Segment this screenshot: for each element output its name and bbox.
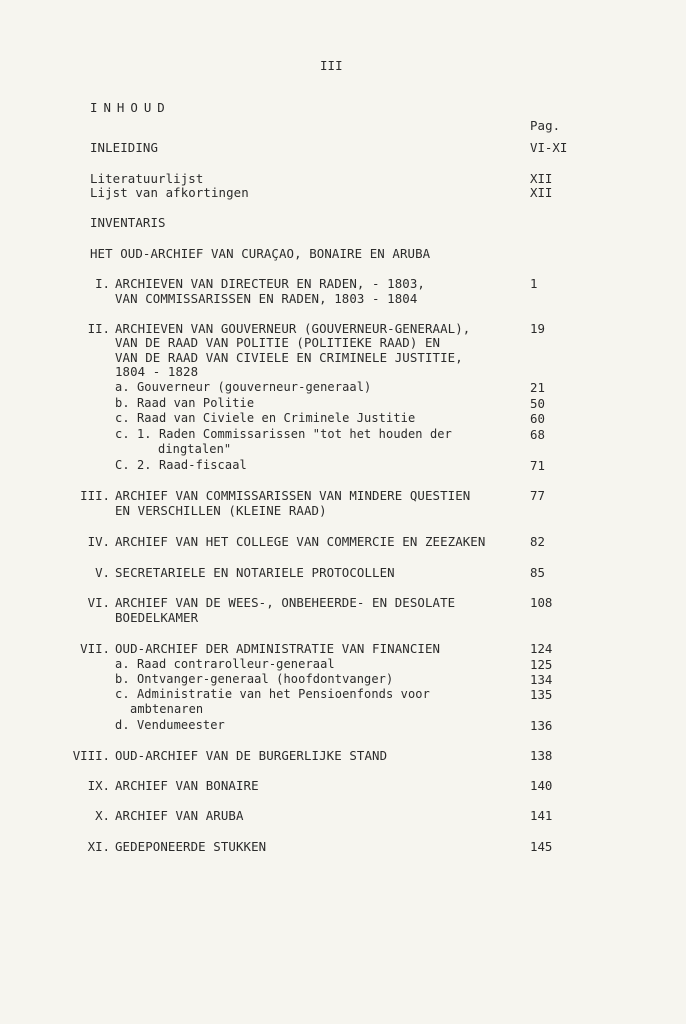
section-number: IX. <box>87 778 110 793</box>
subsection-label: c. 1. Raden Commissarissen "tot het houden der <box>115 427 452 441</box>
section-page: 124 <box>530 641 553 656</box>
section-page: 141 <box>530 808 553 823</box>
section-page: 82 <box>530 534 545 549</box>
subsection-label: c. Raad van Civiele en Criminele Justitie <box>115 411 416 425</box>
literatuur-label: Literatuurlijst <box>90 171 204 186</box>
section-number: VIII. <box>72 748 110 763</box>
section-line: ARCHIEF VAN DE WEES-, ONBEHEERDE- EN DESOLATE <box>115 595 456 610</box>
section-line: VAN DE RAAD VAN POLITIE (POLITIEKE RAAD) EN <box>115 335 441 350</box>
inleiding-label: INLEIDING <box>90 140 159 155</box>
subsection-page: 135 <box>530 687 553 702</box>
section-number: X. <box>95 808 110 823</box>
section-line: ARCHIEVEN VAN DIRECTEUR EN RADEN, - 1803, <box>115 276 425 291</box>
section-line: SECRETARIELE EN NOTARIELE PROTOCOLLEN <box>115 565 395 580</box>
section-number: I. <box>95 276 110 291</box>
section-number: VI. <box>87 595 110 610</box>
section-number: IV. <box>87 534 110 549</box>
section-page: 19 <box>530 321 545 336</box>
subsection-page: 134 <box>530 672 553 687</box>
afkortingen-page: XII <box>530 185 553 200</box>
section-line: VAN DE RAAD VAN CIVIELE EN CRIMINELE JUSTITIE, <box>115 350 463 365</box>
section-line: EN VERSCHILLEN (KLEINE RAAD) <box>115 503 327 518</box>
section-page: 145 <box>530 839 553 854</box>
subsection-label: a. Gouverneur (gouverneur-generaal) <box>115 380 372 394</box>
page-number: III <box>320 58 343 73</box>
section-line: BOEDELKAMER <box>115 610 199 625</box>
section-number: III. <box>80 488 110 503</box>
section-number: VII. <box>80 641 110 656</box>
subsection-page: 60 <box>530 411 545 426</box>
oud-archief-heading: HET OUD-ARCHIEF VAN CURAÇAO, BONAIRE EN ARUBA <box>90 246 431 261</box>
section-page: 140 <box>530 778 553 793</box>
subsection-continuation: ambtenaren <box>130 702 204 716</box>
section-line: ARCHIEF VAN HET COLLEGE VAN COMMERCIE EN ZEEZAKEN <box>115 534 486 549</box>
section-line: 1804 - 1828 <box>115 364 199 379</box>
section-line: ARCHIEF VAN COMMISSARISSEN VAN MINDERE QUESTIEN <box>115 488 471 503</box>
subsection-label: a. Raad contrarolleur-generaal <box>115 657 335 671</box>
subsection-label: b. Raad van Politie <box>115 396 255 410</box>
subsection-label: d. Vendumeester <box>115 718 225 732</box>
literatuur-page: XII <box>530 171 553 186</box>
section-page: 108 <box>530 595 553 610</box>
section-number: XI. <box>87 839 110 854</box>
section-line: ARCHIEF VAN BONAIRE <box>115 778 259 793</box>
toc-heading: INHOUD <box>90 100 171 115</box>
section-page: 77 <box>530 488 545 503</box>
page-column-label: Pag. <box>530 118 561 133</box>
subsection-label: b. Ontvanger-generaal (hoofdontvanger) <box>115 672 394 686</box>
subsection-label: C. 2. Raad-fiscaal <box>115 458 247 472</box>
section-line: VAN COMMISSARISSEN EN RADEN, 1803 - 1804 <box>115 291 418 306</box>
section-page: 1 <box>530 276 538 291</box>
section-page: 85 <box>530 565 545 580</box>
section-line: OUD-ARCHIEF DER ADMINISTRATIE VAN FINANCIEN <box>115 641 441 656</box>
inventaris-heading: INVENTARIS <box>90 215 166 230</box>
subsection-continuation: dingtalen" <box>158 442 232 456</box>
subsection-page: 71 <box>530 458 545 473</box>
section-line: ARCHIEVEN VAN GOUVERNEUR (GOUVERNEUR-GENERAAL), <box>115 321 471 336</box>
afkortingen-label: Lijst van afkortingen <box>90 185 249 200</box>
section-line: ARCHIEF VAN ARUBA <box>115 808 244 823</box>
section-line: OUD-ARCHIEF VAN DE BURGERLIJKE STAND <box>115 748 388 763</box>
inleiding-page: VI-XI <box>530 140 568 155</box>
section-number: V. <box>95 565 110 580</box>
subsection-page: 68 <box>530 427 545 442</box>
subsection-page: 136 <box>530 718 553 733</box>
subsection-label: c. Administratie van het Pensioenfonds voor <box>115 687 430 701</box>
subsection-page: 50 <box>530 396 545 411</box>
subsection-page: 21 <box>530 380 545 395</box>
section-page: 138 <box>530 748 553 763</box>
subsection-page: 125 <box>530 657 553 672</box>
section-number: II. <box>87 321 110 336</box>
section-line: GEDEPONEERDE STUKKEN <box>115 839 267 854</box>
